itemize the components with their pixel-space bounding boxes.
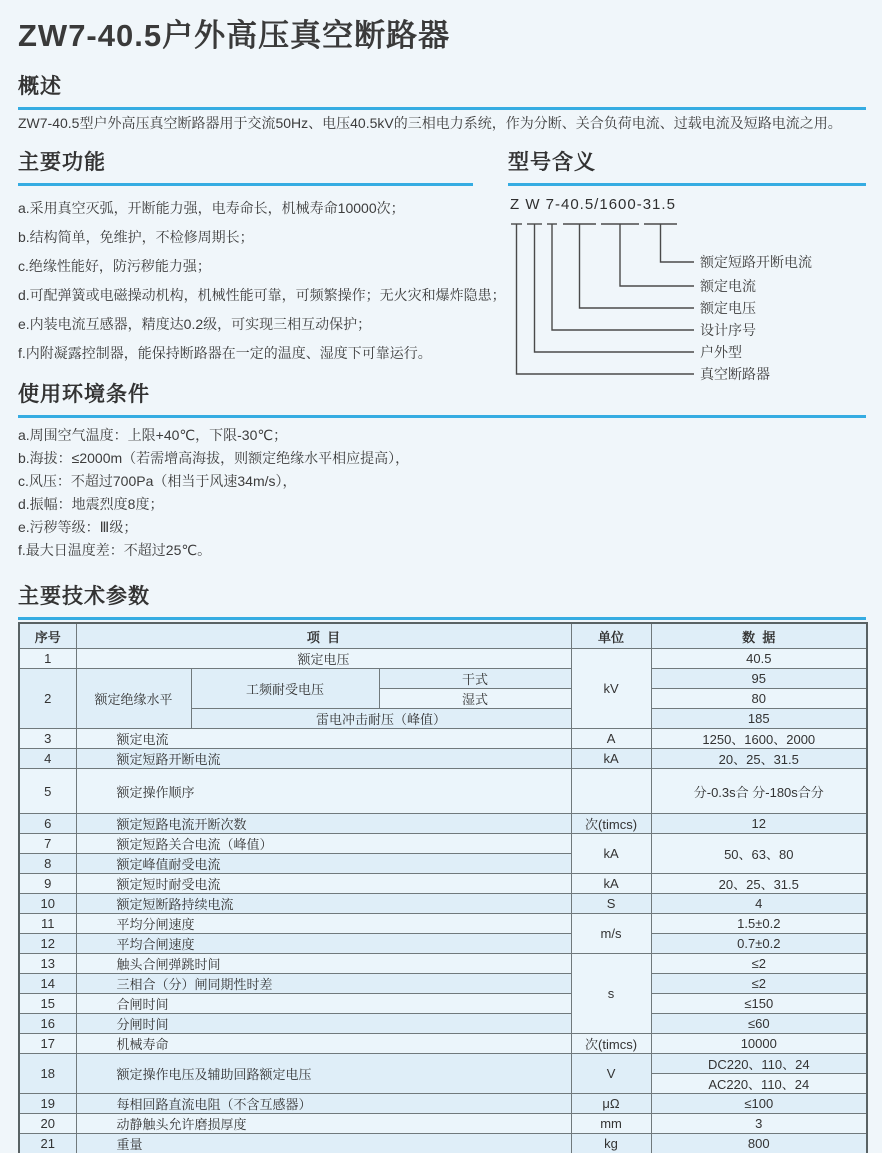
overview-text: ZW7-40.5型户外高压真空断路器用于交流50Hz、电压40.5kV的三相电力系统，作为分断、关合负荷电流、过载电流及短路电流之用。 [18,115,842,131]
data-cell: 0.7±0.2 [651,934,867,954]
table-row [19,834,867,854]
row-number: 10 [19,894,76,914]
item-cell: 每相回路直流电阻（不含互感器） [76,1094,571,1114]
item-cell: 三相合（分）闸同期性时差 [76,974,571,994]
row-number: 13 [19,954,76,974]
model-label-breaking-current: 额定短路开断电流 [700,254,812,270]
table-row [19,1114,867,1134]
unit-cell: μΩ [571,1094,651,1114]
function-item-e: e.内装电流互感器，精度达0.2级，可实现三相互动保护； [18,316,372,332]
table-row [19,1014,867,1034]
table-row [19,874,867,894]
section-model-header [508,146,866,186]
table-row [19,769,867,814]
data-cell: 4 [651,894,867,914]
table-row [19,729,867,749]
unit-cell: mm [571,1114,651,1134]
table-row [19,914,867,934]
function-item-d: d.可配弹簧或电磁操动机构，机械性能可靠，可频繁操作；无火灾和爆炸隐患； [18,287,506,303]
environment-item-b: b.海拔：≤2000m（若需增高海拔，则额定绝缘水平相应提高）， [18,450,410,466]
function-item-c: c.绝缘性能好，防污秽能力强； [18,258,211,274]
environment-item-f: f.最大日温度差：不超过25℃。 [18,542,212,558]
unit-cell: V [571,1054,651,1094]
row-number: 14 [19,974,76,994]
item-cell: 额定短路电流开断次数 [76,814,571,834]
row-number: 7 [19,834,76,854]
item-cell: 额定短断路持续电流 [76,894,571,914]
item-cell: 额定电压 [76,649,571,669]
section-parameters-header [18,580,866,620]
table-row [19,749,867,769]
item-cell: 额定绝缘水平 [76,669,191,729]
parameters-table [18,622,868,1153]
item-cell: 额定操作电压及辅助回路额定电压 [76,1054,571,1094]
model-label-outdoor-type: 户外型 [700,344,742,360]
table-header-row [19,623,867,649]
row-number: 17 [19,1034,76,1054]
data-cell: 1.5±0.2 [651,914,867,934]
data-cell: 95 [651,669,867,689]
model-label-rated-voltage: 额定电压 [700,300,756,316]
data-cell: 10000 [651,1034,867,1054]
table-row [19,1054,867,1074]
item-cell: 额定电流 [76,729,571,749]
data-cell: DC220、110、24 [651,1054,867,1074]
row-number: 2 [19,669,76,729]
environment-item-c: c.风压：不超过700Pa（相当于风速34m/s）， [18,473,297,489]
function-item-a: a.采用真空灭弧，开断能力强，电寿命长，机械寿命10000次； [18,200,405,216]
row-number: 12 [19,934,76,954]
row-number: 15 [19,994,76,1014]
environment-item-a: a.周围空气温度：上限+40℃，下限-30℃； [18,427,288,443]
model-diagram-lines [508,222,866,382]
row-number: 8 [19,854,76,874]
item-cell: 额定峰值耐受电流 [76,854,571,874]
table-row [19,994,867,1014]
unit-cell [571,769,651,814]
data-cell: 40.5 [651,649,867,669]
section-functions-header [18,146,473,186]
data-cell: 3 [651,1114,867,1134]
data-cell: 分-0.3s合 分-180s合分 [651,769,867,814]
data-cell: 800 [651,1134,867,1153]
row-number: 3 [19,729,76,749]
item-cell: 机械寿命 [76,1034,571,1054]
item-cell: 触头合闸弹跳时间 [76,954,571,974]
unit-cell: kg [571,1134,651,1153]
unit-cell: kA [571,834,651,874]
environment-list [18,424,409,562]
table-row [19,814,867,834]
unit-cell: kA [571,749,651,769]
function-item-f: f.内附凝露控制器，能保持断路器在一定的温度、湿度下可靠运行。 [18,345,432,361]
row-number: 6 [19,814,76,834]
row-number: 21 [19,1134,76,1153]
item-cell: 额定短路开断电流 [76,749,571,769]
row-number: 9 [19,874,76,894]
item-sub-cell: 雷电冲击耐压（峰值） [191,709,571,729]
col-header-data: 数 据 [651,623,867,649]
parameters-heading: 主要技术参数 [18,585,150,608]
item-cell: 额定短时耐受电流 [76,874,571,894]
table-row [19,1094,867,1114]
data-cell: ≤150 [651,994,867,1014]
item-cell: 额定短路关合电流（峰值） [76,834,571,854]
model-label-rated-current: 额定电流 [700,278,756,294]
data-cell: AC220、110、24 [651,1074,867,1094]
data-cell: 50、63、80 [651,834,867,874]
functions-list [18,194,506,368]
model-label-vacuum-breaker: 真空断路器 [700,366,770,382]
table-row [19,934,867,954]
data-cell: ≤100 [651,1094,867,1114]
unit-cell: kV [571,649,651,729]
environment-item-e: e.污秽等级：Ⅲ级； [18,519,138,535]
item-cell: 合闸时间 [76,994,571,1014]
row-number: 18 [19,1054,76,1094]
model-label-design-serial: 设计序号 [700,322,756,338]
functions-heading: 主要功能 [18,151,106,174]
row-number: 11 [19,914,76,934]
col-header-item: 项 目 [76,623,571,649]
unit-cell: s [571,954,651,1034]
model-meaning-diagram [508,196,866,396]
table-row [19,1134,867,1153]
data-cell: 20、25、31.5 [651,749,867,769]
table-row [19,974,867,994]
data-cell: ≤2 [651,954,867,974]
data-cell: 20、25、31.5 [651,874,867,894]
data-cell: 185 [651,709,867,729]
model-code: Z W 7-40.5/1600-31.5 [510,196,676,213]
row-number: 4 [19,749,76,769]
unit-cell: A [571,729,651,749]
section-environment-header [18,378,866,418]
col-header-no: 序号 [19,623,76,649]
data-cell: ≤60 [651,1014,867,1034]
item-cell: 重量 [76,1134,571,1153]
unit-cell: S [571,894,651,914]
table-row [19,649,867,669]
col-header-unit: 单位 [571,623,651,649]
unit-cell: 次(timcs) [571,814,651,834]
item-cell: 额定操作顺序 [76,769,571,814]
data-cell: ≤2 [651,974,867,994]
item-cell: 动静触头允许磨损厚度 [76,1114,571,1134]
section-overview-header [18,70,866,110]
item-sub-cell: 干式 [379,669,571,689]
table-row [19,669,867,689]
item-cell: 平均分闸速度 [76,914,571,934]
data-cell: 1250、1600、2000 [651,729,867,749]
table-row [19,894,867,914]
environment-item-d: d.振幅：地震烈度8度； [18,496,164,512]
item-cell: 分闸时间 [76,1014,571,1034]
row-number: 5 [19,769,76,814]
item-sub-cell: 湿式 [379,689,571,709]
data-cell: 12 [651,814,867,834]
row-number: 20 [19,1114,76,1134]
item-cell: 平均合闸速度 [76,934,571,954]
data-cell: 80 [651,689,867,709]
unit-cell: 次(timcs) [571,1034,651,1054]
environment-heading: 使用环境条件 [18,383,150,406]
unit-cell: m/s [571,914,651,954]
model-heading: 型号含义 [508,151,596,174]
table-row [19,1034,867,1054]
unit-cell: kA [571,874,651,894]
function-item-b: b.结构简单，免维护，不检修周期长； [18,229,254,245]
overview-heading: 概述 [18,75,62,98]
row-number: 1 [19,649,76,669]
page-title: ZW7-40.5户外高压真空断路器 [18,18,451,53]
table-row [19,954,867,974]
row-number: 16 [19,1014,76,1034]
item-sub-cell: 工频耐受电压 [191,669,379,709]
row-number: 19 [19,1094,76,1114]
